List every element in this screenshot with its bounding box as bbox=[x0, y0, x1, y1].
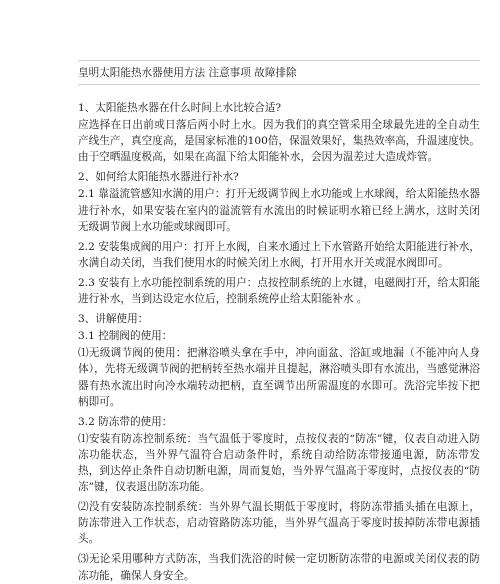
subsection-heading: 3.2 防冻带的使用： bbox=[78, 415, 173, 428]
document-title: 皇明太阳能热水器使用方法 注意事项 故障排除 bbox=[78, 60, 480, 85]
instruction-paragraph: 2.2 安装集成阀的用户：打开上水阀，自来水通过上下水管路开始给太阳能进行补水，水满自动关闭，当我们使用水的时候关闭上水阀，打开用水开关或混水阀即可。 bbox=[78, 240, 480, 269]
section-heading: 2、如何给太阳能热水器进行补水? bbox=[78, 171, 239, 184]
section-heading: 3、讲解使用： bbox=[78, 313, 149, 326]
question-heading: 1、太阳能热水器在什么时间上水比较合适? bbox=[78, 102, 282, 114]
instruction-paragraph: ⑴安装有防冻控制系统：当气温低于零度时，点按仪表的“防冻”键，仪表自动进入防冻功能状态，当外界气温符合启动条件时，系统自动给防冻带接通电源，防冻带发热，到达停止条件自动切断电源，周而复始，当外界气温高于零度时，点按仪表的“防冻”键，仪表退出防冻功能。 bbox=[78, 432, 480, 494]
instruction-paragraph: 2.3 安装有上水功能控制系统的用户：点按控制系统的上水键，电磁阀打开，给太阳能进行补水，当到达设定水位后，控制系统停止给太阳能补水 。 bbox=[78, 276, 480, 306]
instruction-paragraph: ⑶无论采用哪种方式防冻，当我们洗浴的时候一定切断防冻带的电源或关闭仪表的防冻功能，确保人身安全。 bbox=[78, 553, 480, 582]
instruction-paragraph: 2.1 靠溢流管感知水满的用户：打开无级调节阀上水功能或上水球阀，给太阳能热水器进行补水，如果安装在室内的溢流管有水流出的时候证明水箱已经上满水，这时关闭无级调节阀上水功能或球阀即可。 bbox=[78, 188, 480, 233]
instruction-paragraph: ⑴无级调节阀的使用：把淋浴喷头拿在手中，冲向面盆、浴缸或地漏（不能冲向人身体），先将无级调节阀的把柄转至热水端并且提起，淋浴喷头即有水流出，当感觉淋浴器有热水流出时向冷水端转动把柄，直至调节出所需温度的水即可。洗浴完毕按下把柄即可。 bbox=[78, 347, 480, 408]
instruction-paragraph: ⑵没有安装防冻控制系统：当外界气温长期低于零度时，将防冻带插头插在电源上，防冻带进入工作状态，启动管路防冻功能，当外界气温高于零度时拔掉防冻带电源插头。 bbox=[78, 501, 480, 546]
answer-paragraph: 应选择在日出前或日落后两小时上水。因为我们的真空管采用全球最先进的全自动生产线生产，真空度高，是国家标准的100倍，保温效果好，集热效率高，升温速度快。由于空晒温度极高，如果在高温下给太阳能补水，会因为温差过大造成炸管。 bbox=[78, 119, 480, 164]
subsection-heading: 3.1 控制阀的使用： bbox=[78, 330, 173, 343]
